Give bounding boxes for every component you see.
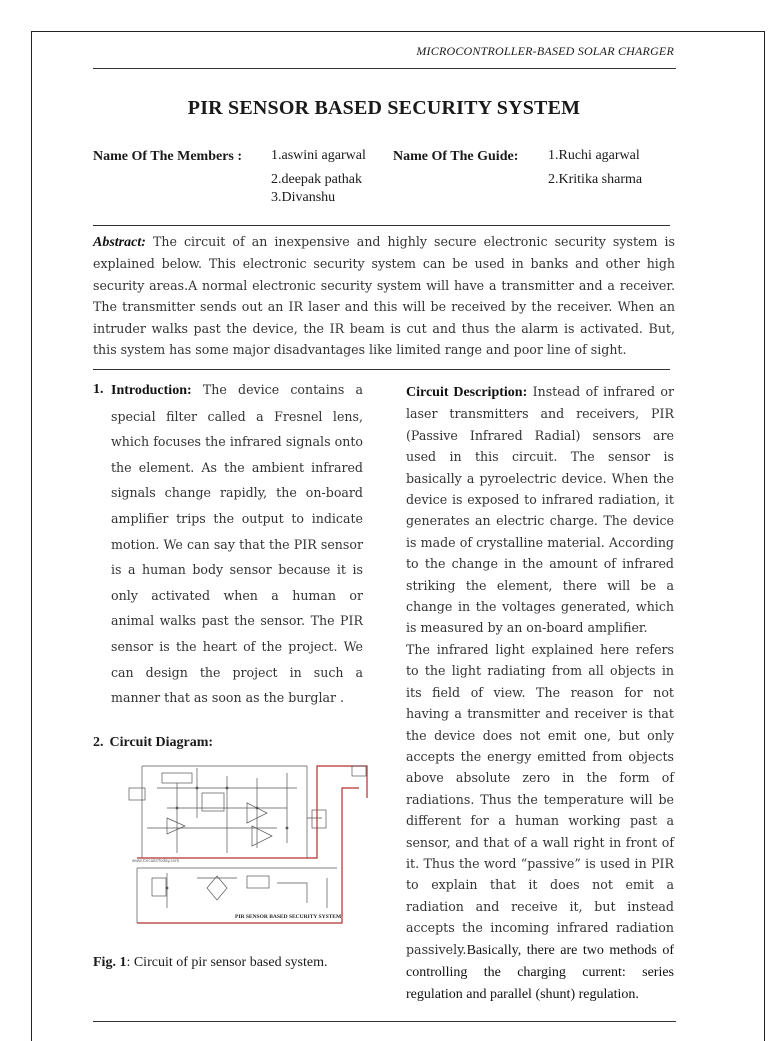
circuit-description-para2: [406, 639, 674, 1006]
guides-label: Name Of The Guide:: [393, 149, 519, 164]
abstract-top-rule: [93, 225, 670, 226]
section-number: 2.: [93, 735, 104, 750]
abstract-label: Abstract:: [93, 235, 146, 250]
left-column: [93, 377, 363, 711]
introduction-text: The device contains a special filter called a Fresnel lens, which focuses the infrared signals onto the element. As the ambient infrared signals change rapidly, the on-board amplifier trips the output to indicate motion. We can say that the PIR sensor is a human body sensor because it is only activated when a human or animal walks past the sensor. The PIR sensor is the heart of the project. We can design the project in such a manner that as soon as the burglar .: [111, 382, 363, 706]
circuit-diagram-figure: [107, 758, 379, 931]
circuit-description-heading: Circuit Description:: [406, 385, 528, 400]
right-column: [406, 381, 674, 1006]
members-label: Name Of The Members :: [93, 149, 243, 164]
member-name: 3.Divanshu: [271, 190, 336, 205]
introduction-section: [93, 377, 363, 711]
circuit-description-text: Instead of infrared or laser transmitters and receivers, PIR (Passive Infrared Radial) sensors are used in this circuit. The sensor is basically a pyroelectric device. When the device is exposed to infrared radiation, it generates an electric charge. The device is made of crystalline material. According to the change in the amount of infrared striking the element, there will be a change in the voltages generated, which is measured by an on-board amplifier.: [406, 384, 675, 636]
circuit-description-para2-text: The infrared light explained here refers to the light radiating from all objects in its field of view. The reason for not having a transmitter and receiver is that the device does not emit one, but only accepts the energy emitted from objects above absolute zero in the form of radiations. Thus the temperature will be different for a human working past a sensor, and that of a wall right in front of it. Thus the word “passive” is used in PIR to explain that it does not emit a radiation and receive it, but instead accepts the incoming infrared radiation passively.: [406, 641, 674, 957]
diagram-watermark: www.CircuitsToday.com: [132, 858, 180, 863]
member-name: 1.aswini agarwal: [271, 148, 366, 163]
abstract: [93, 231, 675, 360]
member-name: 2.deepak pathak: [271, 172, 362, 187]
circuit-diagram-label: Circuit Diagram:: [109, 735, 214, 750]
abstract-text: The circuit of an inexpensive and highly secure electronic security system is explained below. This electronic security system can be used in banks and other high security areas.A normal electronic security system will have a transmitter and a receiver. The transmitter sends out an IR laser and this will be received by the receiver. When an intruder walks past the device, the IR beam is cut and thus the alarm is activated. But, this system has some major disadvantages like limited range and poor line of sight.: [93, 234, 675, 358]
paper-title: PIR SENSOR BASED SECURITY SYSTEM: [187, 97, 581, 119]
circuit-description-tail: Basically, there are two methods of controlling the charging current: series regulation and parallel (shunt) regulation.: [406, 942, 674, 1003]
abstract-bottom-rule: [93, 369, 670, 370]
figure-caption-text: : Circuit of pir sensor based system.: [126, 955, 328, 970]
running-head: MICROCONTROLLER-BASED SOLAR CHARGER: [416, 44, 674, 58]
guide-name: 1.Ruchi agarwal: [548, 148, 640, 163]
circuit-diagram-heading: [93, 735, 213, 751]
guide-name: 2.Kritika sharma: [548, 172, 643, 187]
figure-label: Fig. 1: [93, 955, 127, 970]
introduction-heading: Introduction:: [111, 383, 192, 398]
figure-caption: [93, 955, 327, 971]
section-number: 1.: [93, 382, 104, 397]
diagram-inner-title: PIR SENSOR BASED SECURITY SYSTEM: [235, 914, 342, 920]
circuit-description-para1: [406, 381, 674, 639]
header-rule: [93, 68, 676, 69]
footer-rule: [93, 1021, 676, 1022]
